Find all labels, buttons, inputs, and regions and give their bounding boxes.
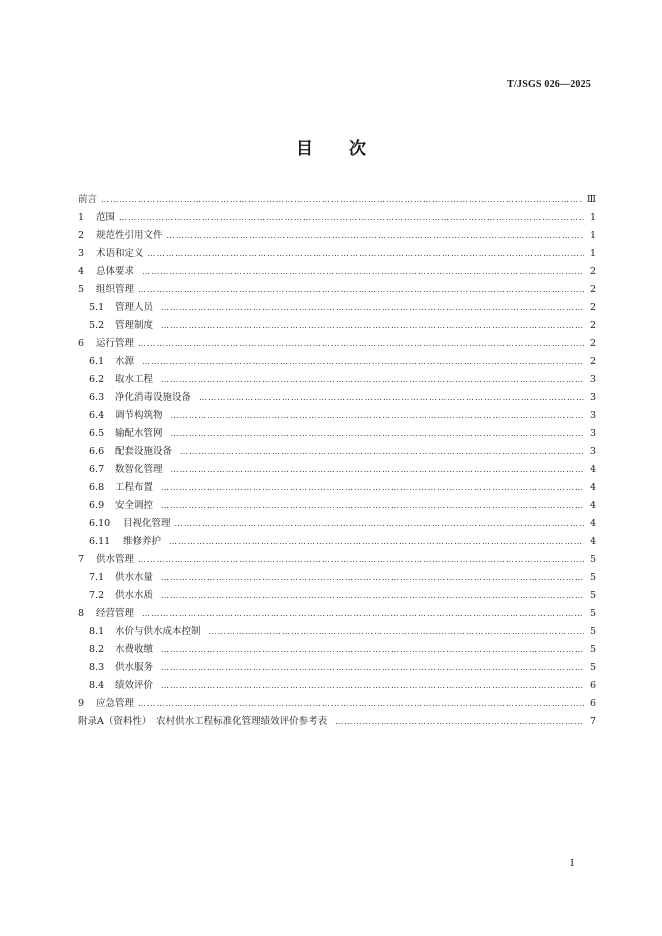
toc-leader-dots xyxy=(138,699,584,708)
toc-entry-title: 水价与供水成本控制 xyxy=(115,626,201,637)
toc-entry-title: 数智化管理 xyxy=(115,464,163,475)
toc-entry[interactable] xyxy=(78,317,596,335)
toc-entry[interactable] xyxy=(78,425,596,443)
toc-entry[interactable] xyxy=(78,191,596,209)
toc-entry-page: 3 xyxy=(589,392,596,403)
toc-entry-page: 5 xyxy=(589,554,596,565)
toc-entry-number: 8.4 xyxy=(89,680,105,691)
toc-leader-dots xyxy=(171,411,584,420)
toc-entry-number: 7.2 xyxy=(89,590,105,601)
toc-leader-dots xyxy=(209,627,584,636)
toc-entry-number: 4 xyxy=(78,266,85,277)
toc-entry-number: 7 xyxy=(78,554,85,565)
page-number: I xyxy=(570,858,574,869)
toc-entry[interactable] xyxy=(78,371,596,389)
toc-entry-page: 4 xyxy=(589,500,596,511)
toc-entry-page: 2 xyxy=(589,356,596,367)
toc-entry-page: 4 xyxy=(589,482,596,493)
toc-entry[interactable] xyxy=(78,659,596,677)
toc-entry-title: 附录A（资料性） 农村供水工程标准化管理绩效评价参考表 xyxy=(78,716,328,727)
toc-entry-number: 5.2 xyxy=(89,320,105,331)
toc-entry[interactable] xyxy=(78,209,596,227)
toc-entry-title: 组织管理 xyxy=(96,284,135,295)
toc-entry-number: 1 xyxy=(78,212,85,223)
toc-leader-dots xyxy=(101,195,583,204)
toc-entry-number: 6.9 xyxy=(89,500,105,511)
toc-entry[interactable] xyxy=(78,587,596,605)
toc-entry-number: 3 xyxy=(78,248,85,259)
document-code: T/JSGS 026—2025 xyxy=(507,79,591,90)
toc-entry-title: 供水管理 xyxy=(96,554,135,565)
toc-entry-page: 2 xyxy=(589,320,596,331)
toc-entry-page: 3 xyxy=(589,410,596,421)
toc-entry-title: 术语和定义 xyxy=(96,248,144,259)
toc-entry-title: 净化消毒设施设备 xyxy=(115,392,192,403)
toc-entry-number: 5.1 xyxy=(89,302,105,313)
toc-entry[interactable] xyxy=(78,623,596,641)
toc-entry-number: 5 xyxy=(78,284,85,295)
toc-leader-dots xyxy=(142,267,584,276)
toc-entry-title: 总体要求 xyxy=(96,266,135,277)
toc-entry-title: 经营管理 xyxy=(96,608,135,619)
toc-entry[interactable] xyxy=(78,695,596,713)
toc-entry-title: 安全调控 xyxy=(115,500,154,511)
toc-entry-page: 5 xyxy=(589,608,596,619)
toc-entry-number: 6.7 xyxy=(89,464,105,475)
toc-leader-dots xyxy=(161,681,584,690)
toc-leader-dots xyxy=(138,339,584,348)
toc-entry-title: 前言 xyxy=(78,194,98,205)
toc-leader-dots xyxy=(119,213,584,222)
toc-title-part1: 目 xyxy=(296,139,313,159)
toc-entry[interactable] xyxy=(78,677,596,695)
toc-entry[interactable] xyxy=(78,353,596,371)
toc-entry-page: 1 xyxy=(589,248,596,259)
toc-leader-dots xyxy=(169,537,584,546)
toc-entry-page: 7 xyxy=(589,716,596,727)
toc-entry-title: 绩效评价 xyxy=(115,680,154,691)
toc-entry-number: 6.1 xyxy=(89,356,105,367)
toc-entry-page: 2 xyxy=(589,338,596,349)
toc-entry[interactable] xyxy=(78,299,596,317)
toc-entry[interactable] xyxy=(78,641,596,659)
toc-entry-number: 6 xyxy=(78,338,85,349)
toc-entry-page: 3 xyxy=(589,374,596,385)
toc-entry-page: 4 xyxy=(589,518,596,529)
toc-entry-title: 取水工程 xyxy=(115,374,154,385)
toc-leader-dots xyxy=(161,501,584,510)
toc-entry-title: 目视化管理 xyxy=(123,518,171,529)
toc-entry-page: 1 xyxy=(589,212,596,223)
toc-entry-title: 运行管理 xyxy=(96,338,135,349)
toc-entry-page: 2 xyxy=(589,302,596,313)
toc-entry-title: 规范性引用文件 xyxy=(96,230,163,241)
toc-entry-page: 4 xyxy=(589,464,596,475)
toc-entry-page: 5 xyxy=(589,662,596,673)
toc-leader-dots xyxy=(161,591,584,600)
toc-leader-dots xyxy=(161,321,584,330)
toc-entry[interactable] xyxy=(78,245,596,263)
toc-entry-title: 范围 xyxy=(96,212,116,223)
toc-leader-dots xyxy=(138,285,584,294)
toc-leader-dots xyxy=(142,609,584,618)
toc-leader-dots xyxy=(175,519,584,528)
toc-leader-dots xyxy=(161,573,584,582)
toc-leader-dots xyxy=(142,357,584,366)
toc-leader-dots xyxy=(167,231,584,240)
toc-entry-number: 2 xyxy=(78,230,85,241)
toc-leader-dots xyxy=(161,663,584,672)
toc-entry-title: 调节构筑物 xyxy=(115,410,163,421)
toc-entry-page: Ⅲ xyxy=(586,194,596,205)
toc-entry[interactable] xyxy=(78,551,596,569)
toc-entry-number: 6.2 xyxy=(89,374,105,385)
toc-entry-page: 3 xyxy=(589,446,596,457)
toc-entry[interactable] xyxy=(78,227,596,245)
toc-leader-dots xyxy=(138,555,584,564)
toc-entry-number: 8.2 xyxy=(89,644,105,655)
toc-entry-page: 5 xyxy=(589,572,596,583)
toc-leader-dots xyxy=(161,375,584,384)
toc-entry-title: 输配水管网 xyxy=(115,428,163,439)
toc-leader-dots xyxy=(199,393,584,402)
toc-entry-number: 6.8 xyxy=(89,482,105,493)
toc-entry-page: 5 xyxy=(589,626,596,637)
toc-entry-title: 水源 xyxy=(115,356,135,367)
toc-entry[interactable] xyxy=(78,335,596,353)
toc-entry-page: 5 xyxy=(589,644,596,655)
toc-entry-page: 4 xyxy=(589,536,596,547)
toc-entry-title: 配套设施设备 xyxy=(115,446,173,457)
toc-entry-page: 6 xyxy=(589,680,596,691)
toc-entry[interactable] xyxy=(78,281,596,299)
toc-leader-dots xyxy=(148,249,584,258)
toc-entry-title: 维修养护 xyxy=(123,536,162,547)
toc-leader-dots xyxy=(161,483,584,492)
toc-entry-page: 2 xyxy=(589,284,596,295)
toc-entry-number: 8.1 xyxy=(89,626,105,637)
toc-entry-title: 供水服务 xyxy=(115,662,154,673)
toc-entry-number: 6.4 xyxy=(89,410,105,421)
toc-title xyxy=(0,134,662,159)
toc-leader-dots xyxy=(180,447,584,456)
toc-entry[interactable] xyxy=(78,479,596,497)
toc-entry[interactable] xyxy=(78,443,596,461)
toc-entry-title: 工程布置 xyxy=(115,482,154,493)
toc-entry-title: 管理人员 xyxy=(115,302,154,313)
toc-entry-number: 9 xyxy=(78,698,85,709)
toc-entry[interactable] xyxy=(78,461,596,479)
toc-entry-title: 供水水量 xyxy=(115,572,154,583)
toc-leader-dots xyxy=(335,717,584,726)
toc-entry-page: 6 xyxy=(589,698,596,709)
toc-entry-number: 6.10 xyxy=(89,518,111,529)
toc-leader-dots xyxy=(171,429,584,438)
toc-leader-dots xyxy=(161,645,584,654)
toc-leader-dots xyxy=(161,303,584,312)
toc-entry-page: 1 xyxy=(589,230,596,241)
toc-entry-page: 2 xyxy=(589,266,596,277)
toc-entry[interactable] xyxy=(78,605,596,623)
toc-entry-number: 8 xyxy=(78,608,85,619)
toc-entry-number: 6.3 xyxy=(89,392,105,403)
toc-entry-number: 6.6 xyxy=(89,446,105,457)
toc-entry-title: 管理制度 xyxy=(115,320,154,331)
toc-entry[interactable] xyxy=(78,497,596,515)
toc-leader-dots xyxy=(171,465,584,474)
toc-entry-page: 5 xyxy=(589,590,596,601)
toc-entry-title: 应急管理 xyxy=(96,698,135,709)
toc-entry-title: 水费收缴 xyxy=(115,644,154,655)
toc-entry[interactable] xyxy=(78,515,596,533)
toc-entry[interactable] xyxy=(78,533,596,551)
table-of-contents xyxy=(78,191,596,731)
toc-entry-page: 3 xyxy=(589,428,596,439)
toc-entry[interactable] xyxy=(78,389,596,407)
toc-entry-number: 6.5 xyxy=(89,428,105,439)
toc-entry-title: 供水水质 xyxy=(115,590,154,601)
toc-entry-number: 8.3 xyxy=(89,662,105,673)
toc-entry[interactable] xyxy=(78,713,596,731)
toc-entry[interactable] xyxy=(78,569,596,587)
toc-entry-number: 6.11 xyxy=(89,536,111,547)
toc-entry-number: 7.1 xyxy=(89,572,105,583)
toc-entry[interactable] xyxy=(78,407,596,425)
toc-entry[interactable] xyxy=(78,263,596,281)
toc-title-part2: 次 xyxy=(349,139,366,159)
